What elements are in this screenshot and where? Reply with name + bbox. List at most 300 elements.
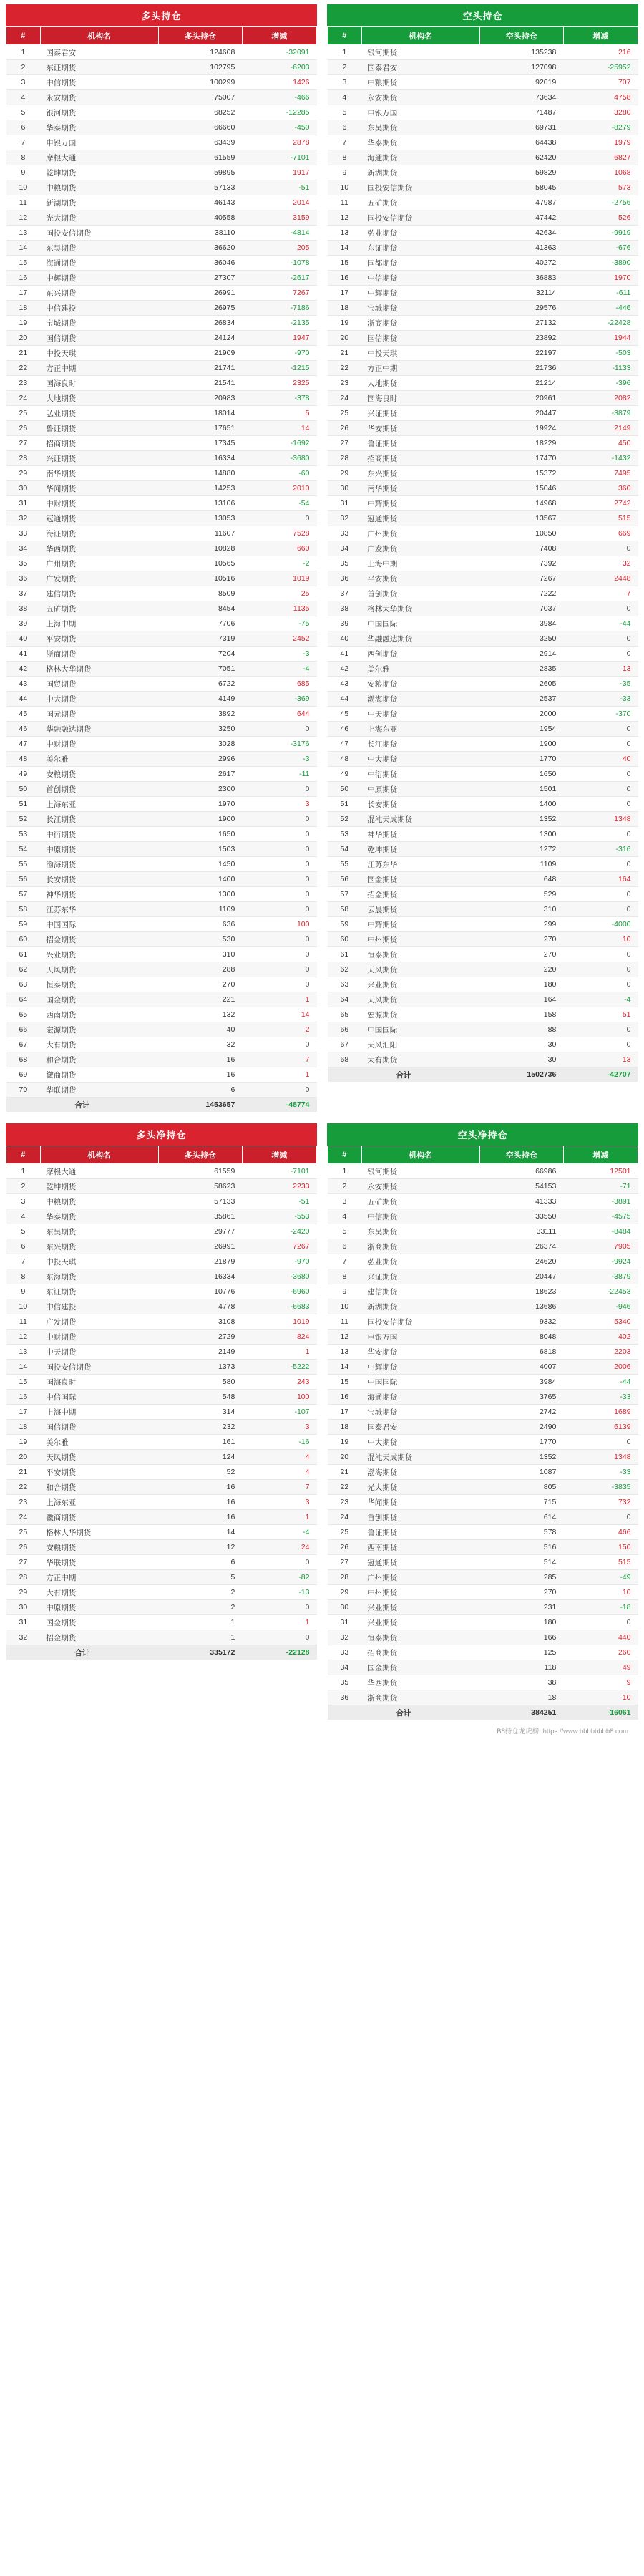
table-row — [328, 466, 638, 481]
table-row — [6, 75, 317, 90]
cell-change: -33 — [563, 1390, 638, 1405]
total-change: -16061 — [563, 1705, 638, 1720]
cell-rank: 55 — [6, 857, 41, 872]
cell-change: 1970 — [563, 271, 638, 286]
cell-rank: 32 — [328, 511, 362, 526]
cell-rank: 26 — [6, 1540, 41, 1555]
cell-institution: 美尔雅 — [40, 752, 158, 767]
cell-position: 2149 — [158, 1345, 242, 1360]
table-row — [6, 616, 317, 631]
cell-institution: 方正中期 — [40, 1570, 158, 1585]
cell-change: 402 — [563, 1330, 638, 1345]
cell-rank: 20 — [6, 1450, 41, 1465]
cell-position: 8509 — [158, 586, 242, 601]
cell-rank: 5 — [6, 105, 41, 120]
cell-institution: 中辉期货 — [361, 1360, 479, 1375]
cell-change: -4814 — [242, 226, 316, 241]
table-long-net — [6, 1146, 317, 1660]
cell-institution: 五矿期货 — [40, 601, 158, 616]
table-row — [6, 45, 317, 60]
cell-rank: 5 — [328, 105, 362, 120]
table-row — [6, 872, 317, 887]
footer-credit: B8持仓龙虎榜: https://www.bbbbbbbb8.com — [497, 1728, 628, 1735]
cell-change: 466 — [563, 1525, 638, 1540]
cell-rank: 15 — [6, 256, 41, 271]
cell-change: -9924 — [563, 1254, 638, 1269]
table-row — [6, 376, 317, 391]
cell-change: -676 — [563, 241, 638, 256]
cell-position: 61559 — [158, 150, 242, 165]
cell-institution: 招商期货 — [361, 451, 479, 466]
cell-change: -82 — [242, 1570, 316, 1585]
cell-position: 1970 — [158, 797, 242, 812]
table-row — [328, 346, 638, 361]
table-row — [6, 271, 317, 286]
cell-rank: 54 — [328, 842, 362, 857]
cell-change: 2082 — [563, 391, 638, 406]
table-row — [328, 1465, 638, 1480]
cell-position: 288 — [158, 962, 242, 977]
cell-position: 26374 — [479, 1239, 563, 1254]
cell-change: 0 — [242, 947, 316, 962]
total-label: 合计 — [6, 1098, 159, 1113]
table-row — [6, 195, 317, 210]
cell-rank: 27 — [6, 1555, 41, 1570]
cell-institution: 华闻期货 — [361, 1495, 479, 1510]
cell-institution: 中国国际 — [361, 1022, 479, 1037]
cell-position: 30 — [479, 1037, 563, 1052]
cell-rank: 20 — [328, 1450, 362, 1465]
cell-institution: 申银万国 — [361, 1330, 479, 1345]
panel-title-long-net: 多头净持仓 — [6, 1123, 317, 1146]
cell-institution: 兴证期货 — [361, 1269, 479, 1284]
cell-rank: 16 — [6, 1390, 41, 1405]
cell-change: 0 — [563, 1435, 638, 1450]
cell-rank: 49 — [6, 767, 41, 782]
cell-position: 17470 — [479, 451, 563, 466]
cell-rank: 36 — [328, 571, 362, 586]
cell-rank: 13 — [6, 226, 41, 241]
table-row — [6, 256, 317, 271]
cell-position: 125 — [479, 1645, 563, 1660]
col-header-rank: # — [6, 1146, 41, 1164]
cell-change: 0 — [563, 1022, 638, 1037]
cell-institution: 徽商期货 — [40, 1510, 158, 1525]
col-header-name: 机构名 — [361, 1146, 479, 1164]
cell-rank: 33 — [328, 526, 362, 541]
panel-short-holdings — [327, 4, 638, 1112]
cell-change: 10 — [563, 932, 638, 947]
cell-change: 1426 — [242, 75, 316, 90]
top-tables-grid — [6, 4, 638, 1112]
cell-institution: 冠通期货 — [361, 511, 479, 526]
cell-change: -51 — [242, 180, 316, 195]
total-label: 合计 — [328, 1067, 480, 1083]
cell-change: 6827 — [563, 150, 638, 165]
cell-position: 3765 — [479, 1390, 563, 1405]
cell-change: 2742 — [563, 496, 638, 511]
cell-change: -4575 — [563, 1209, 638, 1224]
cell-rank: 9 — [6, 165, 41, 180]
cell-change: 0 — [563, 827, 638, 842]
cell-institution: 徽商期货 — [40, 1067, 158, 1083]
cell-rank: 70 — [6, 1083, 41, 1098]
cell-institution: 平安期货 — [40, 631, 158, 647]
cell-change: 1348 — [563, 812, 638, 827]
cell-change: -44 — [563, 1375, 638, 1390]
cell-change: 32 — [563, 556, 638, 571]
cell-institution: 兴业期货 — [361, 1615, 479, 1630]
cell-position: 52 — [158, 1465, 242, 1480]
cell-change: -9919 — [563, 226, 638, 241]
cell-change: 1019 — [242, 571, 316, 586]
table-row — [328, 210, 638, 226]
cell-institution: 宝城期货 — [361, 1405, 479, 1420]
table-row — [6, 421, 317, 436]
cell-change: 1947 — [242, 331, 316, 346]
cell-rank: 6 — [6, 120, 41, 135]
cell-institution: 中辉期货 — [361, 917, 479, 932]
col-header-rank: # — [6, 27, 41, 45]
cell-rank: 38 — [6, 601, 41, 616]
cell-institution: 神华期货 — [40, 887, 158, 902]
table-row — [6, 511, 317, 526]
table-row — [6, 722, 317, 737]
cell-rank: 43 — [328, 677, 362, 692]
cell-change: 7905 — [563, 1239, 638, 1254]
table-row — [6, 1615, 317, 1630]
cell-institution: 海通期货 — [40, 256, 158, 271]
cell-position: 33550 — [479, 1209, 563, 1224]
table-row — [6, 842, 317, 857]
cell-institution: 华泰期货 — [40, 1209, 158, 1224]
table-row — [328, 556, 638, 571]
section-divider — [6, 1112, 638, 1123]
table-row — [328, 1405, 638, 1420]
cell-change: -970 — [242, 346, 316, 361]
cell-institution: 华安期货 — [361, 421, 479, 436]
cell-position: 1770 — [479, 752, 563, 767]
cell-change: 660 — [242, 541, 316, 556]
cell-institution: 天风期货 — [361, 962, 479, 977]
table-row — [328, 662, 638, 677]
cell-institution: 国投安信期货 — [361, 1314, 479, 1330]
cell-rank: 31 — [6, 1615, 41, 1630]
cell-position: 17345 — [158, 436, 242, 451]
cell-rank: 66 — [328, 1022, 362, 1037]
table-row — [6, 992, 317, 1007]
cell-position: 1400 — [158, 872, 242, 887]
cell-position: 614 — [479, 1510, 563, 1525]
cell-rank: 58 — [6, 902, 41, 917]
cell-change: -4 — [242, 662, 316, 677]
cell-institution: 中国国际 — [361, 616, 479, 631]
cell-rank: 60 — [6, 932, 41, 947]
cell-institution: 平安期货 — [40, 1465, 158, 1480]
cell-change: 1068 — [563, 165, 638, 180]
table-row — [328, 1224, 638, 1239]
cell-position: 40 — [158, 1022, 242, 1037]
table-row — [6, 902, 317, 917]
cell-position: 21909 — [158, 346, 242, 361]
cell-position: 38110 — [158, 226, 242, 241]
cell-position: 1272 — [479, 842, 563, 857]
table-row — [6, 120, 317, 135]
cell-position: 12 — [158, 1540, 242, 1555]
table-row — [328, 331, 638, 346]
cell-position: 1 — [158, 1615, 242, 1630]
cell-institution: 广发期货 — [40, 1314, 158, 1330]
cell-position: 158 — [479, 1007, 563, 1022]
cell-position: 530 — [158, 932, 242, 947]
table-row — [328, 1540, 638, 1555]
cell-rank: 48 — [328, 752, 362, 767]
cell-change: -33 — [563, 692, 638, 707]
table-row — [328, 421, 638, 436]
cell-position: 180 — [479, 1615, 563, 1630]
cell-position: 20447 — [479, 1269, 563, 1284]
table-row — [328, 1390, 638, 1405]
total-label: 合计 — [6, 1645, 159, 1660]
cell-rank: 11 — [6, 195, 41, 210]
cell-rank: 34 — [328, 541, 362, 556]
cell-institution: 国金期货 — [40, 992, 158, 1007]
cell-position: 71487 — [479, 105, 563, 120]
cell-position: 21741 — [158, 361, 242, 376]
table-row — [328, 1037, 638, 1052]
cell-position: 1352 — [479, 1450, 563, 1465]
cell-institution: 江苏东华 — [361, 857, 479, 872]
table-total-row — [6, 1098, 317, 1113]
cell-change: 0 — [563, 782, 638, 797]
cell-rank: 8 — [6, 1269, 41, 1284]
cell-change: 515 — [563, 511, 638, 526]
table-row — [328, 887, 638, 902]
cell-change: 0 — [563, 1510, 638, 1525]
cell-change: 1689 — [563, 1405, 638, 1420]
cell-rank: 30 — [328, 1600, 362, 1615]
cell-change: 1917 — [242, 165, 316, 180]
cell-rank: 19 — [328, 316, 362, 331]
cell-change: 0 — [563, 902, 638, 917]
table-row — [6, 586, 317, 601]
cell-rank: 63 — [6, 977, 41, 992]
cell-change: -13 — [242, 1585, 316, 1600]
col-header-name: 机构名 — [40, 1146, 158, 1164]
table-row — [6, 1390, 317, 1405]
table-row — [328, 271, 638, 286]
table-long-holdings — [6, 26, 317, 1112]
cell-institution: 乾坤期货 — [40, 1179, 158, 1194]
table-row — [328, 1480, 638, 1495]
cell-rank: 6 — [328, 120, 362, 135]
cell-institution: 东海期货 — [40, 1269, 158, 1284]
cell-institution: 广州期货 — [361, 1570, 479, 1585]
cell-rank: 22 — [328, 361, 362, 376]
cell-position: 24620 — [479, 1254, 563, 1269]
table-row — [328, 1420, 638, 1435]
cell-rank: 52 — [328, 812, 362, 827]
cell-rank: 37 — [328, 586, 362, 601]
cell-position: 10565 — [158, 556, 242, 571]
table-row — [6, 135, 317, 150]
cell-institution: 东证期货 — [40, 60, 158, 75]
cell-rank: 52 — [6, 812, 41, 827]
cell-position: 270 — [158, 977, 242, 992]
cell-position: 805 — [479, 1480, 563, 1495]
cell-change: -3680 — [242, 1269, 316, 1284]
cell-position: 57133 — [158, 1194, 242, 1209]
cell-institution: 海通期货 — [361, 150, 479, 165]
cell-institution: 建信期货 — [361, 1284, 479, 1299]
cell-change: -44 — [563, 616, 638, 631]
cell-position: 9332 — [479, 1314, 563, 1330]
cell-position: 221 — [158, 992, 242, 1007]
table-row — [328, 1209, 638, 1224]
cell-change: 0 — [242, 827, 316, 842]
cell-change: -107 — [242, 1405, 316, 1420]
cell-position: 66986 — [479, 1164, 563, 1179]
cell-position: 26975 — [158, 301, 242, 316]
cell-change: -2135 — [242, 316, 316, 331]
cell-institution: 长江期货 — [361, 737, 479, 752]
cell-position: 75007 — [158, 90, 242, 105]
cell-position: 7408 — [479, 541, 563, 556]
cell-position: 27307 — [158, 271, 242, 286]
cell-change: 10 — [563, 1690, 638, 1705]
cell-change: -8484 — [563, 1224, 638, 1239]
cell-institution: 西南期货 — [40, 1007, 158, 1022]
table-row — [328, 496, 638, 511]
cell-change: 2006 — [563, 1360, 638, 1375]
cell-institution: 中国国际 — [361, 1375, 479, 1390]
cell-change: 1348 — [563, 1450, 638, 1465]
cell-rank: 2 — [6, 60, 41, 75]
cell-rank: 67 — [6, 1037, 41, 1052]
total-label: 合计 — [328, 1705, 480, 1720]
table-row — [328, 917, 638, 932]
cell-position: 2996 — [158, 752, 242, 767]
cell-position: 13567 — [479, 511, 563, 526]
cell-institution: 西南期货 — [361, 1540, 479, 1555]
cell-institution: 中信期货 — [361, 1209, 479, 1224]
cell-institution: 摩根大通 — [40, 150, 158, 165]
cell-institution: 招金期货 — [40, 1630, 158, 1645]
table-row — [328, 1615, 638, 1630]
cell-institution: 国投安信期货 — [40, 1360, 158, 1375]
cell-change: 0 — [242, 857, 316, 872]
cell-change: -11 — [242, 767, 316, 782]
cell-position: 20961 — [479, 391, 563, 406]
cell-position: 4778 — [158, 1299, 242, 1314]
table-row — [328, 1299, 638, 1314]
cell-rank: 6 — [328, 1239, 362, 1254]
table-row — [328, 1239, 638, 1254]
cell-change: 1 — [242, 1345, 316, 1360]
cell-change: 526 — [563, 210, 638, 226]
cell-position: 310 — [479, 902, 563, 917]
cell-rank: 21 — [328, 1465, 362, 1480]
cell-institution: 大地期货 — [361, 376, 479, 391]
table-row — [328, 752, 638, 767]
cell-institution: 南华期货 — [361, 481, 479, 496]
table-row — [328, 601, 638, 616]
cell-rank: 7 — [6, 1254, 41, 1269]
table-row — [6, 165, 317, 180]
cell-change: 150 — [563, 1540, 638, 1555]
cell-rank: 8 — [328, 150, 362, 165]
table-row — [6, 1052, 317, 1067]
cell-change: 0 — [563, 647, 638, 662]
table-row — [6, 887, 317, 902]
cell-rank: 44 — [328, 692, 362, 707]
cell-institution: 浙商期货 — [361, 1239, 479, 1254]
table-row — [6, 1405, 317, 1420]
cell-rank: 35 — [328, 556, 362, 571]
cell-rank: 14 — [6, 1360, 41, 1375]
cell-institution: 首创期货 — [361, 586, 479, 601]
cell-change: 4 — [242, 1465, 316, 1480]
cell-rank: 19 — [328, 1435, 362, 1450]
cell-change: 3 — [242, 1495, 316, 1510]
cell-change: -1078 — [242, 256, 316, 271]
cell-position: 1109 — [158, 902, 242, 917]
cell-institution: 国海良时 — [361, 391, 479, 406]
cell-rank: 14 — [328, 1360, 362, 1375]
cell-institution: 浙商期货 — [361, 1690, 479, 1705]
cell-change: 49 — [563, 1660, 638, 1675]
table-row — [328, 857, 638, 872]
cell-institution: 东吴期货 — [40, 1224, 158, 1239]
cell-change: -396 — [563, 376, 638, 391]
cell-rank: 28 — [6, 451, 41, 466]
cell-position: 26834 — [158, 316, 242, 331]
cell-institution: 南华期货 — [40, 466, 158, 481]
table-row — [328, 827, 638, 842]
table-row — [328, 105, 638, 120]
cell-change: 164 — [563, 872, 638, 887]
cell-change: -1692 — [242, 436, 316, 451]
cell-institution: 宏源期货 — [361, 1007, 479, 1022]
table-row — [328, 436, 638, 451]
cell-institution: 宝城期货 — [361, 301, 479, 316]
cell-change: 100 — [242, 917, 316, 932]
cell-change: 7528 — [242, 526, 316, 541]
cell-rank: 22 — [6, 361, 41, 376]
table-row — [6, 631, 317, 647]
table-row — [328, 797, 638, 812]
cell-rank: 17 — [6, 286, 41, 301]
cell-change: -75 — [242, 616, 316, 631]
cell-rank: 28 — [328, 451, 362, 466]
cell-position: 1900 — [479, 737, 563, 752]
cell-rank: 50 — [6, 782, 41, 797]
table-row — [6, 932, 317, 947]
cell-position: 7392 — [479, 556, 563, 571]
cell-change: -3176 — [242, 737, 316, 752]
cell-rank: 45 — [6, 707, 41, 722]
cell-position: 220 — [479, 962, 563, 977]
cell-rank: 25 — [6, 406, 41, 421]
cell-position: 27132 — [479, 316, 563, 331]
cell-institution: 中原期货 — [361, 782, 479, 797]
cell-change: 1 — [242, 1510, 316, 1525]
cell-position: 3984 — [479, 616, 563, 631]
cell-rank: 42 — [328, 662, 362, 677]
cell-institution: 永安期货 — [361, 90, 479, 105]
table-row — [328, 541, 638, 556]
table-row — [6, 917, 317, 932]
